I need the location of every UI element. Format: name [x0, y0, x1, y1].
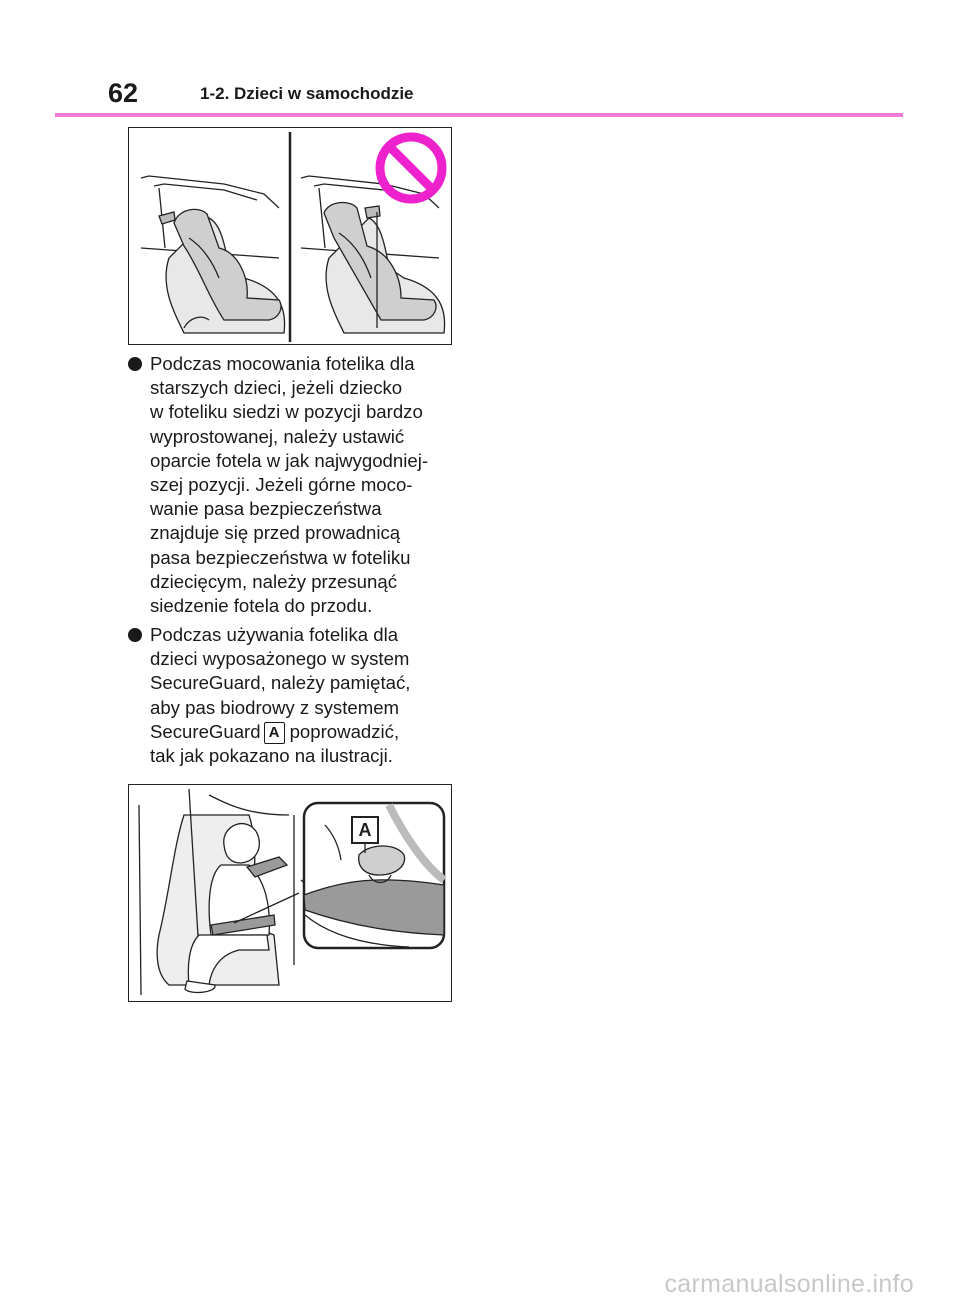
- window-frame-left: [141, 176, 279, 208]
- text-line: Podczas mocowania fotelika dla: [150, 353, 415, 374]
- text-line: tak jak pokazano na ilustracji.: [150, 745, 393, 767]
- child-seat-position-illustration: [128, 127, 452, 345]
- page-header: [0, 0, 960, 120]
- bullet-item-secureguard: [128, 623, 468, 768]
- text-line: oparcie fotela w jak najwygodniej-: [150, 449, 429, 471]
- bullet-dot: [128, 357, 142, 371]
- bullet-text: [150, 352, 468, 618]
- text-line: starszych dzieci, jeżeli dziecko: [150, 377, 403, 399]
- text-line: siedzenie fotela do przodu.: [150, 595, 373, 617]
- text-line: znajduje się przed prowadnicą: [150, 522, 401, 544]
- text-line: wyprostowanej, należy ustawić: [150, 425, 405, 447]
- secureguard-belt-illustration: [128, 784, 452, 1002]
- page-number: 62: [108, 78, 139, 108]
- text-segment: poprowadzić,: [289, 720, 400, 742]
- text-line: SecureGuard, należy pamiętać,: [150, 672, 411, 694]
- text-line: [150, 720, 468, 744]
- callout-label-a: A: [264, 722, 285, 744]
- callout-label-a: A: [358, 820, 372, 840]
- text-line: dzieci wyposażonego w system: [150, 648, 410, 670]
- bullet-text: [150, 623, 468, 768]
- watermark: carmanualsonline.info: [664, 1270, 914, 1298]
- bullet-dot: [128, 628, 142, 642]
- child-head: [224, 824, 260, 863]
- text-line: szej pozycji. Jeżeli górne moco-: [150, 474, 413, 496]
- header-rule: [55, 113, 903, 117]
- text-line: w foteliku siedzi w pozycji bardzo: [150, 401, 423, 423]
- bullet-item-upright-position: [128, 352, 468, 618]
- callout-a: [352, 817, 378, 843]
- text-line: pasa bezpieczeństwa w foteliku: [150, 546, 411, 568]
- section-title: 1-2. Dzieci w samochodzie: [200, 84, 414, 103]
- child-seat-position-drawing: [129, 128, 451, 344]
- text-line: wanie pasa bezpieczeństwa: [150, 498, 382, 520]
- text-line: dziecięcym, należy przesunąć: [150, 570, 397, 592]
- prohibition-icon: [380, 137, 442, 199]
- secureguard-drawing: [129, 785, 451, 1001]
- text-line: Podczas używania fotelika dla: [150, 624, 399, 645]
- text-line: aby pas biodrowy z systemem: [150, 696, 400, 718]
- text-segment: SecureGuard: [150, 720, 261, 742]
